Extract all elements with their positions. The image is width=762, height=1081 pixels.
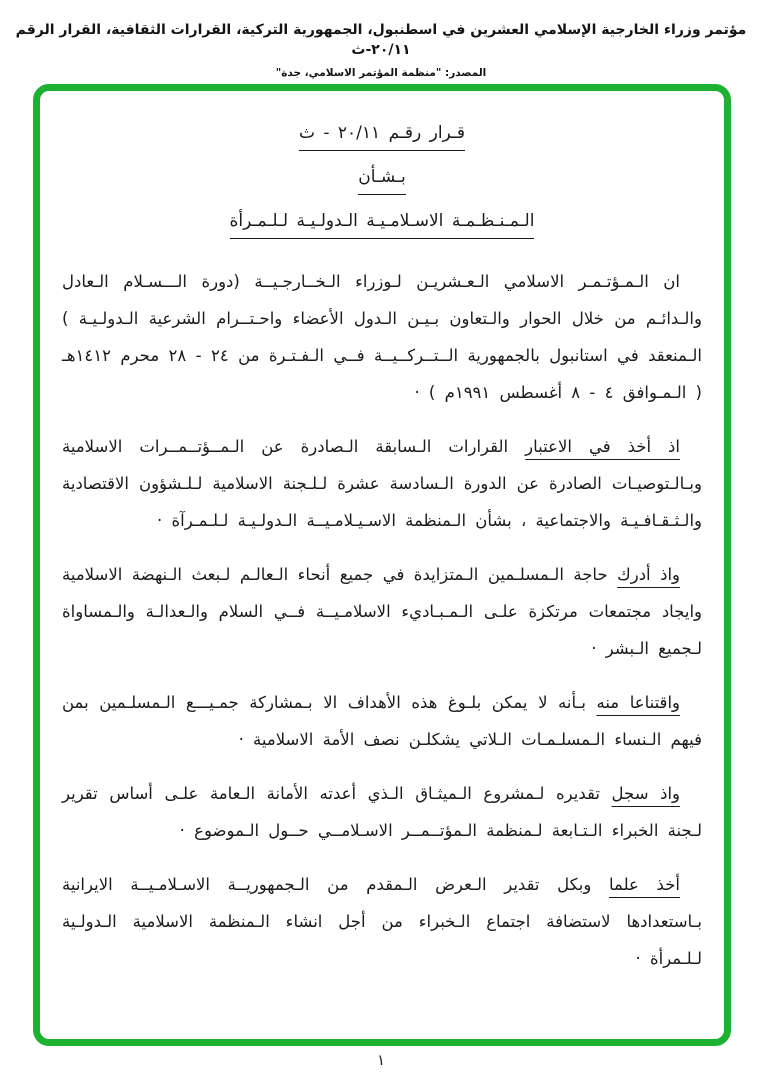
paragraph-considering — [62, 428, 702, 539]
paragraph-body: تقديره لـمشروع الـميثـاق الـذي أعدته الأمانة الـعامة علـى أساس تقرير لـجنة الخبراء الـتـابعة لـمنظمة الـمؤتــمــر الاسـلامــي حــول الـموضوع · — [62, 784, 702, 840]
resolution-subject-title: الـمـنـظـمـة الاسـلامـيـة الـدولـيـة لـلـمـرأة — [62, 211, 702, 239]
paragraph-lead: اذ أخذ في الاعتبار — [525, 437, 680, 456]
paragraph-recognizing — [62, 556, 702, 667]
paragraph-lead: واذ سجل — [611, 784, 680, 803]
resolution-subject-label: بـشـأن — [62, 167, 702, 195]
title-block — [62, 123, 702, 239]
paragraph-body: القرارات الـسابقة الـصادرة عن الـمــؤتــمــرات الاسلامية وبـالـتوصيـات الصادرة عن الدورة الـسادسة عشرة لـلـجنة الاسلامية لـلـشؤون الاقتصادية والـثـقـافـيـة والاجتماعية ، بشأن الـمنظمة الاسـيـلامـيــة الـدولـيـة لـلـمـرآة · — [62, 437, 702, 530]
page-header — [0, 20, 762, 79]
header-source: المصدر: "منظمة المؤتمر الاسلامي، جدة" — [275, 67, 487, 79]
page-number: ١ — [376, 1051, 386, 1069]
resolution-number-title: قـرار رقـم ٢٠/١١ - ث — [62, 123, 702, 151]
paragraph-preamble — [62, 263, 702, 411]
paragraph-body: ان الـمـؤتـمـر الاسلامي الـعـشريـن لـوزراء الـخــارجـيــة (دورة الـــسـلام الـعادل والـدائـم من خلال الحوار والـتعاون بـيـن الـدول الأعضاء واحـتــرام الشرعية الـدولـيـة ) الـمنعقد في استانبول بالجمهورية الــتــركــيــة فــي الـفـتـرة من ٢٤ - ٢٨ محرم ١٤١٢هـ ( الـمـوافق ٤ - ٨ أغسطس ١٩٩١م ) · — [62, 272, 702, 402]
header-title: مؤتمر وزراء الخارجية الإسلامي العشرين في اسطنبول، الجمهورية التركية، القرارات الثقافية، القرار الرقم ٢٠/١١-ث — [15, 22, 747, 58]
paragraph-lead: أخذ علما — [609, 875, 680, 894]
paragraph-body: وبكل تقدير الـعرض الـمقدم من الـجمهوريــة الاسـلامـيــة الايرانية بـاستعدادها لاستضافة اجتماع الـخبراء من أجل انشاء الـمنظمة الاسلامية الـدولـية لـلـمرأة · — [62, 875, 702, 968]
paragraph-body: بـأنه لا يمكن بلـوغ هذه الأهداف الا بـمشاركة جمـيـــع الـمسلـمين بمن فيهم الـنساء الـمسلـمـات الـلاتي يشكلـن نصف الأمة الاسلامية · — [62, 693, 702, 749]
paragraph-lead: واذ أدرك — [617, 565, 680, 584]
document-frame — [33, 84, 731, 1046]
paragraph-lead: واقتناعا منه — [596, 693, 680, 712]
paragraph-noting-charter — [62, 775, 702, 849]
paragraph-convinced — [62, 684, 702, 758]
paragraph-body: حاجة الـمسلـمين الـمتزايدة في جميع أنحاء الـعالـم لـبعث الـنهضة الاسلامية وايجاد مجتمعات مرتكزة علـى الـمـبـاديء الاسلامـيــة فــي السلام والـعدالـة والـمساواة لـجميع الـبشر · — [62, 565, 702, 658]
paragraph-taking-note — [62, 866, 702, 977]
